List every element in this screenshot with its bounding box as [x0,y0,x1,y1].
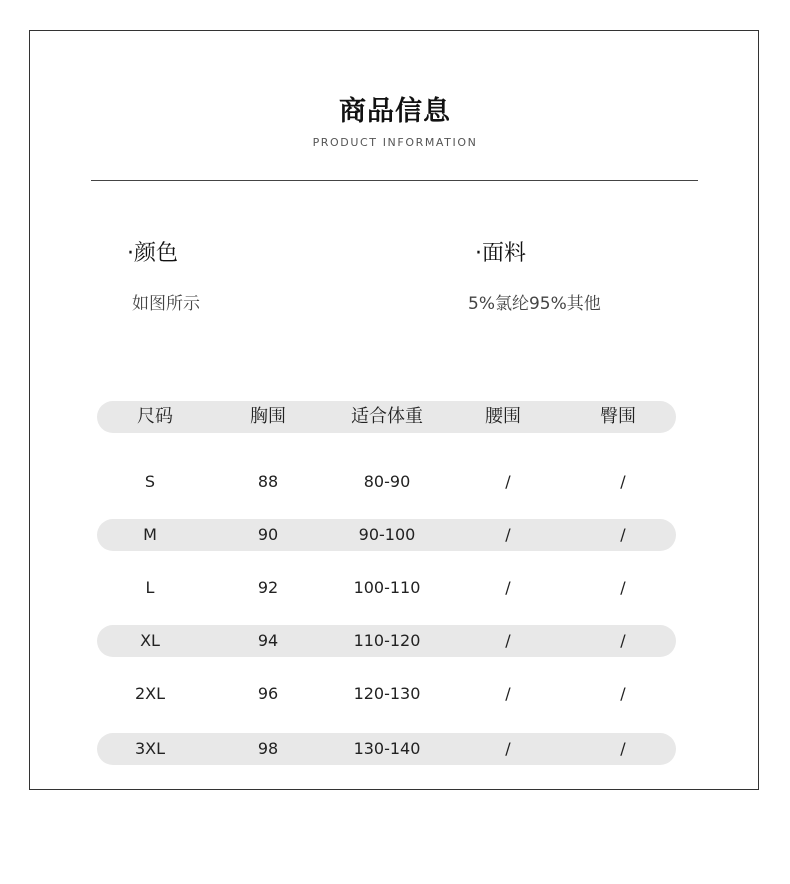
cell-weight: 80-90 [363,472,411,491]
col-header-size: 尺码 [137,406,173,427]
page-title: 商品信息 [339,96,451,127]
cell-chest: 94 [257,631,279,650]
table-row [97,733,676,765]
table-row [97,519,676,551]
color-label: ·颜色 [127,241,178,266]
cell-chest: 88 [257,472,279,491]
cell-hip: / [620,739,626,758]
table-row [97,625,676,657]
cell-chest: 92 [257,578,279,597]
cell-waist: / [505,631,511,650]
cell-chest: 90 [257,525,279,544]
cell-weight: 120-130 [353,684,421,703]
table-row [97,572,676,604]
cell-size: 3XL [134,739,166,758]
cell-weight: 130-140 [353,739,421,758]
cell-waist: / [505,578,511,597]
cell-hip: / [620,684,626,703]
title-divider [91,180,698,181]
cell-size: S [144,472,156,491]
table-row [97,466,676,498]
col-header-weight: 适合体重 [351,406,423,427]
cell-waist: / [505,472,511,491]
cell-size: XL [140,631,160,650]
cell-weight: 90-100 [358,525,416,544]
cell-size: 2XL [134,684,166,703]
cell-waist: / [505,684,511,703]
cell-size: M [143,525,157,544]
col-header-chest: 胸围 [250,406,286,427]
cell-size: L [145,578,155,597]
color-value: 如图所示 [132,294,200,314]
cell-weight: 100-110 [353,578,421,597]
cell-hip: / [620,525,626,544]
cell-waist: / [505,739,511,758]
page-subtitle: PRODUCT INFORMATION [312,136,478,149]
cell-weight: 110-120 [353,631,421,650]
cell-chest: 98 [257,739,279,758]
fabric-label: ·面料 [475,241,526,266]
cell-hip: / [620,631,626,650]
cell-hip: / [620,472,626,491]
col-header-waist: 腰围 [485,406,521,427]
cell-chest: 96 [257,684,279,703]
cell-waist: / [505,525,511,544]
size-table-header [97,401,676,433]
table-row [97,678,676,710]
fabric-value: 5%氯纶95%其他 [468,294,601,314]
col-header-hip: 臀围 [600,406,636,427]
cell-hip: / [620,578,626,597]
